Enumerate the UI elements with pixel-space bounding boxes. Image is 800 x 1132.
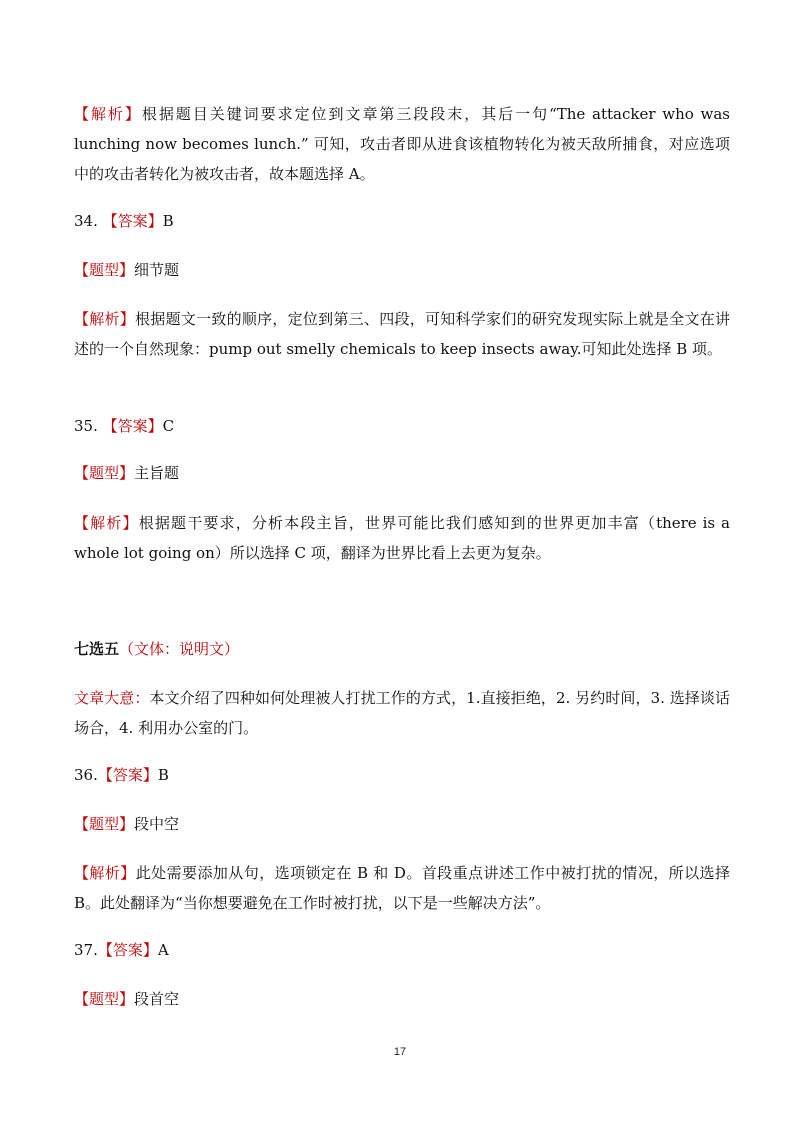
- question-number: 35.: [74, 417, 103, 435]
- analysis-tag: 【解析】: [74, 514, 139, 532]
- type-line-35: [74, 458, 730, 488]
- question-number: 34.: [74, 212, 103, 230]
- answer-value: C: [162, 417, 175, 435]
- question-number: 36.: [74, 766, 98, 784]
- answer-value: B: [162, 212, 174, 230]
- analysis-text: 根据题目关键词要求定位到文章第三段段末，其后一句“The attacker who was lunching now becomes lunch.” 可知，攻击者即从进食该植物转化为被天敌所捕食，对应选项中的攻击者转化为被攻击者，故本题选择 A。: [74, 105, 730, 183]
- answer-tag: 【答案】: [97, 941, 158, 959]
- summary-label: 文章大意：: [74, 689, 150, 707]
- section-title: 七选五: [74, 640, 120, 658]
- type-tag: 【题型】: [74, 464, 135, 482]
- summary-paragraph: [74, 683, 730, 743]
- analysis-tag: 【解析】: [74, 105, 142, 123]
- type-tag: 【题型】: [74, 261, 135, 279]
- type-text: 段中空: [134, 815, 180, 833]
- answer-line-36: [74, 760, 730, 790]
- type-tag: 【题型】: [74, 815, 135, 833]
- page-number: 17: [393, 1046, 407, 1058]
- analysis-paragraph-35: [74, 508, 730, 568]
- type-tag: 【题型】: [74, 990, 135, 1008]
- type-line-34: [74, 255, 730, 285]
- analysis-text: 根据题文一致的顺序，定位到第三、四段，可知科学家们的研究发现实际上就是全文在讲述的一个自然现象：pump out smelly chemicals to keep insects away.可知此处选择 B 项。: [74, 310, 730, 358]
- type-line-37: [74, 984, 730, 1014]
- type-text: 细节题: [134, 261, 180, 279]
- analysis-paragraph-34: [74, 304, 730, 364]
- analysis-text: 根据题干要求，分析本段主旨，世界可能比我们感知到的世界更加丰富（there is a whole lot going on）所以选择 C 项，翻译为世界比看上去更为复杂。: [74, 514, 730, 562]
- section-genre: （文体：说明文）: [119, 640, 240, 658]
- answer-value: B: [157, 766, 169, 784]
- answer-line-35: [74, 411, 730, 441]
- summary-text: 本文介绍了四种如何处理被人打扰工作的方式，1.直接拒绝，2. 另约时间，3. 选择谈话场合，4. 利用办公室的门。: [74, 689, 730, 737]
- type-line-36: [74, 809, 730, 839]
- section-heading: [74, 634, 730, 664]
- analysis-tag: 【解析】: [74, 310, 136, 328]
- answer-line-37: [74, 935, 730, 965]
- type-text: 段首空: [134, 990, 180, 1008]
- answer-tag: 【答案】: [102, 417, 163, 435]
- analysis-text: 此处需要添加从句，选项锁定在 B 和 D。首段重点讲述工作中被打扰的情况，所以选择 B。此处翻译为“当你想要避免在工作时被打扰，以下是一些解决方法”。: [74, 864, 730, 912]
- answer-line-34: [74, 206, 730, 236]
- analysis-tag: 【解析】: [74, 864, 136, 882]
- analysis-paragraph-36: [74, 858, 730, 918]
- answer-tag: 【答案】: [102, 212, 163, 230]
- answer-tag: 【答案】: [97, 766, 158, 784]
- analysis-paragraph-33: [74, 99, 730, 189]
- question-number: 37.: [74, 941, 98, 959]
- answer-value: A: [157, 941, 169, 959]
- type-text: 主旨题: [134, 464, 180, 482]
